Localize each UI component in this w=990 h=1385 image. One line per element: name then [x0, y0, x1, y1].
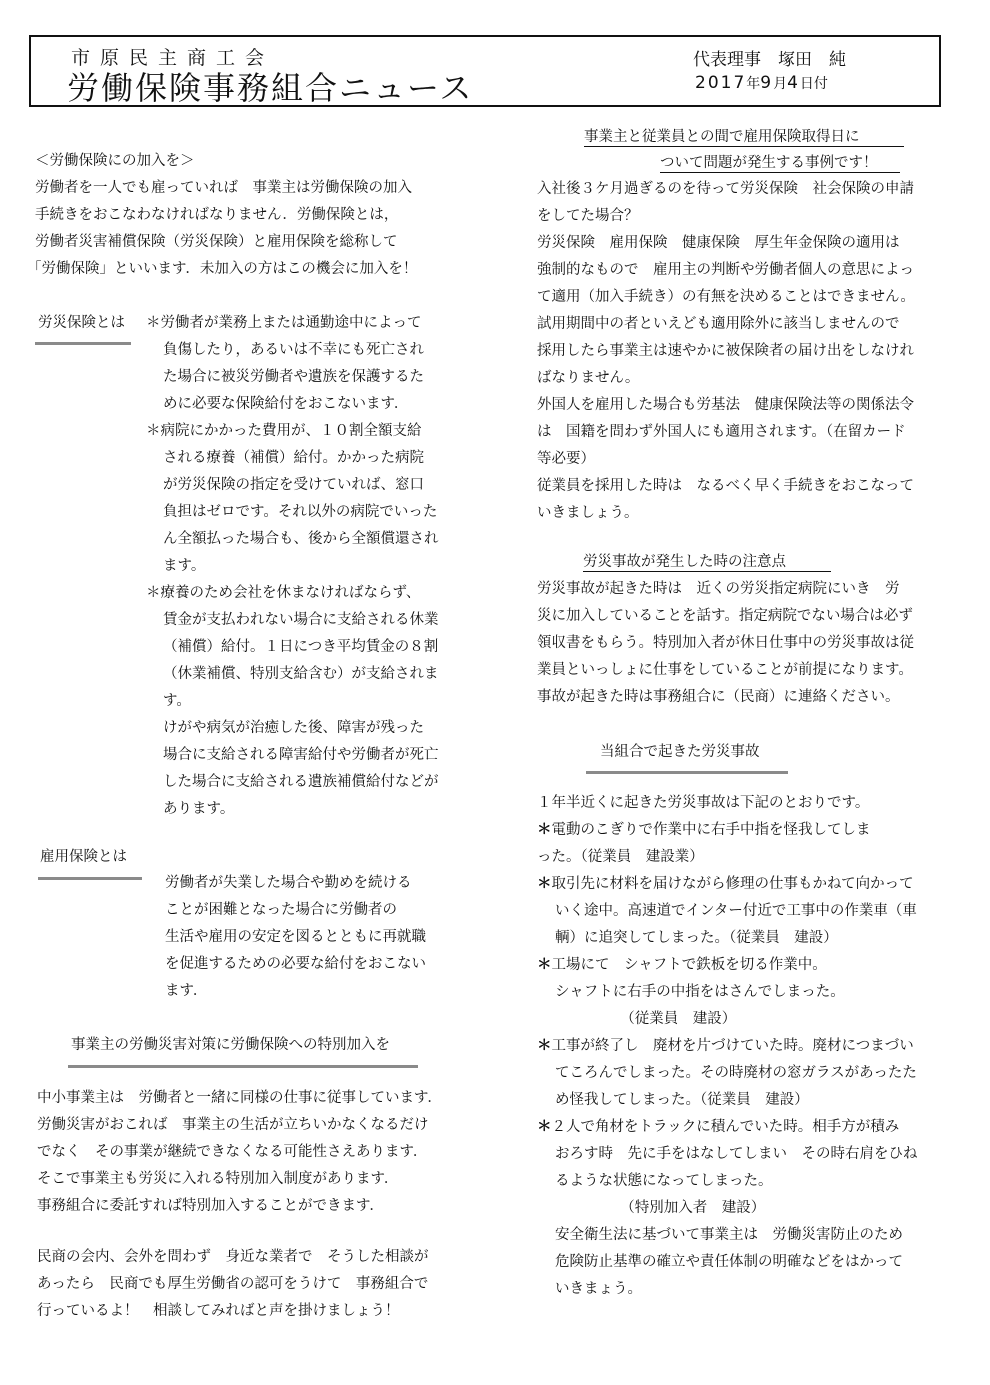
koyou-line: 生活や雇用の安定を図るとともに再就職 — [165, 929, 426, 945]
closing-line: いきまょう。 — [555, 1281, 642, 1297]
intro-line: 労働者を一人でも雇っていれば 事業主は労働保険の加入 — [35, 180, 412, 196]
rousai-item-cont: 負担はゼロです。それ以外の病院でいった — [163, 504, 438, 520]
case-item-cont: （従業員 建設） — [555, 1011, 737, 1027]
closing-line: 安全衛生法に基づいて事業主は 労働災害防止のため — [555, 1227, 903, 1243]
org-name: 市原民主商工会 — [71, 47, 275, 69]
koyou-label-bar — [38, 877, 142, 880]
problem-line: いきましょう。 — [537, 505, 639, 521]
case-item-cont: シャフトに右手の中指をはさんでしまった。 — [555, 984, 845, 1000]
rousai-item-cont: 場合に支給される障害給付や労働者が死亡 — [163, 747, 439, 763]
case-item-cont: 輌）に追突してしまった。（従業員 建設） — [555, 930, 838, 946]
special-appeal — [37, 1244, 429, 1325]
rousai-item: ＊労働者が業務上または通勤途中によって — [146, 315, 422, 331]
case-item-cont: （特別加入者 建設） — [555, 1200, 766, 1216]
rousai-item-cont: めに必要な保険給付をおこないます． — [163, 396, 409, 412]
intro-line: 労働者災害補償保険（労災保険）と雇用保険を総称して — [35, 234, 398, 250]
problem-line: 強制的なもので 雇用主の判断や労働者個人の意思によっ — [537, 262, 914, 278]
intro-line: 手続きをおこなわなければなりません．労働保険とは， — [35, 207, 399, 223]
case-item: ＊２人で角材をトラックに積んでいた時。相手方が積み — [537, 1119, 900, 1135]
special-line: でなく その事業が継続できなくなる可能性さえあります． — [37, 1144, 428, 1160]
problem-title-underline — [584, 146, 904, 147]
rousai-item: ＊療養のため会社を休まなければならず、 — [146, 585, 421, 601]
special-heading-bar — [68, 1065, 418, 1068]
rousai-item-cont: （補償）給付。１日につき平均賃金の８割 — [163, 639, 439, 655]
accident-line: 業員といっしょに仕事をしていることが前提になります。 — [537, 662, 913, 678]
rousai-item-cont: した場合に支給される遺族補償給付などが — [163, 774, 439, 790]
rousai-item-cont: あります。 — [163, 801, 235, 817]
special-line: 中小事業主は 労働者と一緒に同様の仕事に従事しています． — [37, 1090, 442, 1106]
appeal-line: あったら 民商でも厚生労働省の認可をうけて 事務組合で — [37, 1276, 429, 1292]
accident-line: 領収書をもらう。特別加入者が休日仕事中の労災事故は従 — [537, 635, 914, 651]
intro-heading: ＜労働保険にの加入を＞ — [35, 153, 195, 169]
cases-title-bar — [586, 771, 788, 774]
accident-line: 労災事故が起きた時は 近くの労災指定病院にいき 労 — [537, 581, 900, 597]
case-item-cont: った。（従業員 建設業） — [537, 849, 704, 865]
koyou-line: を促進するための必要な給付をおこない — [165, 956, 426, 972]
accident-line: 事故が起きた時は事務組合に（民商）に連絡ください。 — [537, 689, 900, 705]
case-item-cont: おろす時 先に手をはなしてしまい その時右肩をひね — [555, 1146, 918, 1162]
rousai-label-bar — [35, 342, 131, 345]
problem-title-1: 事業主と従業員との間で雇用保険取得日に — [584, 129, 860, 145]
representative: 代表理事 塚田 純 — [693, 50, 846, 70]
problem-line: 入社後３ケ月過ぎるのを待って労災保険 社会保険の申請 — [537, 181, 914, 197]
accident-body — [537, 576, 914, 711]
problem-title-2: ついて問題が発生する事例です！ — [660, 155, 878, 171]
problem-title-underline — [660, 172, 900, 173]
rousai-item-cont: が労災保険の指定を受けていれば、窓口 — [163, 477, 424, 493]
koyou-line: ことが困難となった場合に労働者の — [165, 902, 397, 918]
case-item: ＊電動のこぎりで作業中に右手中指を怪我してしま — [537, 822, 871, 838]
accident-line: 災に加入していることを話す。指定病院でない場合は必ず — [537, 608, 913, 624]
cases-intro: １年半近くに起きた労災事故は下記のとおりです。 — [537, 795, 870, 811]
case-item-cont: いく途中。高速道でインター付近で工事中の作業車（車 — [555, 903, 917, 919]
intro-line: 「労働保険」といいます．未加入の方はこの機会に加入を！ — [27, 261, 418, 277]
koyou-label: 雇用保険とは — [40, 849, 127, 865]
case-item-cont: てころんでしまった。その時廃材の窓ガラスがあったた — [555, 1065, 917, 1081]
rousai-item-cont: 賃金が支払われない場合に支給される休業 — [163, 612, 439, 628]
rousai-item-cont: す。 — [163, 693, 191, 709]
appeal-line: 行っているよ！ 相談してみればと声を掛けましょう！ — [37, 1303, 400, 1319]
rousai-benefits — [146, 310, 439, 823]
rousai-label: 労災保険とは — [38, 315, 125, 331]
problem-line: ばなりません。 — [537, 370, 640, 386]
problem-line: は 国籍を問わず外国人にも適用されます。（在留カード — [537, 424, 906, 440]
problem-line: 採用したら事業主は速やかに被保険者の届け出をしなけれ — [537, 343, 914, 359]
rousai-item: ＊病院にかかった費用が、１０割全額支給 — [146, 423, 422, 439]
case-item-cont: るような状態になってしまった。 — [555, 1173, 773, 1189]
appeal-line: 民商の会内、会外を問わず 身近な業者で そうした相談が — [37, 1249, 429, 1265]
rousai-item-cont: けがや病気が治癒した後、障害が残った — [163, 720, 424, 736]
problem-line: 等必要） — [537, 451, 595, 467]
problem-line: 外国人を雇用した場合も労基法 健康保険法等の関係法令 — [537, 397, 914, 413]
rousai-item-cont: される療養（補償）給付。かかった病院 — [163, 450, 424, 466]
rousai-item-cont: ます。 — [163, 558, 206, 574]
rousai-item-cont: 負傷したり，あるいは不幸にも死亡され — [163, 342, 424, 358]
case-item-cont: め怪我してしまった。（従業員 建設） — [555, 1092, 809, 1108]
newsletter-header — [29, 35, 941, 107]
rousai-item-cont: ん全額払った場合も、後から全額償還され — [163, 531, 439, 547]
issue-date: 2017年9月4日付 — [695, 73, 828, 93]
accident-title: 労災事故が発生した時の注意点 — [583, 554, 786, 570]
problem-body — [537, 176, 915, 527]
special-heading: 事業主の労働災害対策に労働保険への特別加入を — [71, 1037, 390, 1053]
problem-line: 従業員を採用した時は なるべく早く手続きをおこなって — [537, 478, 914, 494]
special-line: 労働災害がおこれば 事業主の生活が立ちいかなくなるだけ — [37, 1117, 429, 1133]
case-item: ＊工場にて シャフトで鉄板を切る作業中。 — [537, 957, 827, 973]
koyou-line: ます． — [165, 983, 208, 999]
koyou-line: 労働者が失業した場合や勤めを続ける — [165, 875, 412, 891]
case-item: ＊工事が終了し 廃材を片づけていた時。廃材につまづい — [537, 1038, 914, 1054]
rousai-item-cont: （休業補償、特別支給含む）が支給されま — [163, 666, 439, 682]
problem-line: をしてた場合？ — [537, 208, 639, 224]
accident-title-underline — [583, 571, 831, 572]
cases-list — [537, 817, 918, 1303]
cases-title: 当組合で起きた労災事故 — [600, 744, 760, 760]
special-line: そこで事業主も労災に入れる特別加入制度があります． — [37, 1171, 399, 1187]
newsletter-title: 労働保険事務組合ニュース — [67, 69, 474, 107]
problem-line: 労災保険 雇用保険 健康保険 厚生年金保険の適用は — [537, 235, 900, 251]
special-body — [37, 1085, 442, 1220]
intro-section — [27, 148, 418, 283]
problem-line: 試用期間中の者といえども適用除外に該当しませんので — [537, 316, 900, 332]
closing-line: 危険防止基準の確立や責任体制の明確などをはかって — [555, 1254, 903, 1270]
rousai-item-cont: た場合に被災労働者や遺族を保護するた — [163, 369, 424, 385]
case-item: ＊取引先に材料を届けながら修理の仕事もかねて向かって — [537, 876, 914, 892]
special-line: 事務組合に委託すれば特別加入することができます． — [37, 1198, 384, 1214]
koyou-body — [165, 870, 426, 1005]
problem-line: て適用（加入手続き）の有無を決めることはできません。 — [537, 289, 915, 305]
